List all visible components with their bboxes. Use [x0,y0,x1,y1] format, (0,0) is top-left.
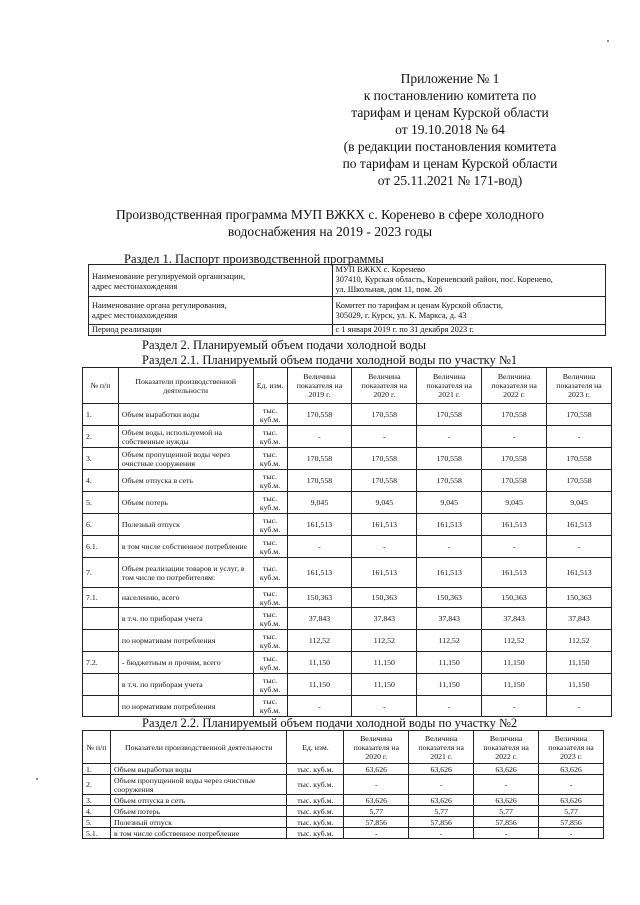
row-unit: тыс. куб.м. [253,608,287,630]
row-value: - [352,426,417,448]
row-value: 112,52 [417,630,482,652]
row-value: - [547,536,612,558]
row-value: 112,52 [482,630,547,652]
row-value: 170,558 [417,470,482,492]
section-2-1-heading: Раздел 2.1. Планируемый объем подачи холодной воды по участку №1 [142,353,518,367]
row-num: 5.1. [83,828,111,839]
row-value: 63,626 [539,795,604,806]
row-value: 11,150 [417,674,482,696]
row-num: 5. [83,817,111,828]
row-indicator: Объем отпуска в сеть [118,470,253,492]
row-value: 9,045 [352,492,417,514]
row-value: 11,150 [547,652,612,674]
volume-table-site-2 [82,730,604,839]
row-value: - [539,775,604,795]
row-value: 170,558 [547,404,612,426]
row-value: 63,626 [409,795,474,806]
header-line: по тарифам и ценам Курской области [342,156,558,171]
scan-speck [36,778,38,780]
col-header-year: Величина показателя на 2019 г. [287,368,352,404]
row-num [83,674,119,696]
row-value: 37,843 [417,608,482,630]
row-value: - [287,536,352,558]
row-value: 37,843 [352,608,417,630]
row-num: 5. [83,492,119,514]
table-row [83,426,612,448]
volume-table-site-1 [82,367,612,717]
row-value: 11,150 [352,674,417,696]
row-num: 4. [83,806,111,817]
row-unit: тыс. куб.м. [253,426,287,448]
row-value: 57,856 [344,817,409,828]
row-value: 170,558 [547,470,612,492]
row-value: - [547,696,612,717]
col-header-name: Показатели производственной деятельности [118,368,253,404]
row-value: 37,843 [547,608,612,630]
row-indicator: - бюджетным и прочим, всего [118,652,253,674]
row-indicator: в т.ч. по приборам учета [118,674,253,696]
header-line: тарифам и ценам Курской области [351,105,549,120]
passport-table [88,264,606,336]
row-value: 112,52 [547,630,612,652]
table-row [83,795,604,806]
table-row [83,536,612,558]
row-value: 170,558 [352,448,417,470]
row-value: 11,150 [482,674,547,696]
row-value: 5,77 [539,806,604,817]
row-unit: тыс. куб.м. [253,404,287,426]
row-num: 2. [83,775,111,795]
table-row [83,764,604,775]
row-value: 161,513 [417,558,482,588]
row-value: 112,52 [352,630,417,652]
col-header-year: Величина показателя на 2022 г. [482,368,547,404]
row-value: 11,150 [352,652,417,674]
row-num: 7.1. [83,588,119,608]
row-value: - [547,426,612,448]
row-num: 6.1. [83,536,119,558]
row-unit: тыс. куб.м. [253,448,287,470]
table-row [83,817,604,828]
passport-label: Период реализации [89,325,333,336]
row-value: 170,558 [287,448,352,470]
col-header-year: Величина показателя на 2021 г. [417,368,482,404]
row-num [83,696,119,717]
row-value: - [474,775,539,795]
row-value: - [417,426,482,448]
row-value: 11,150 [287,652,352,674]
table-row [83,696,612,717]
row-value: 5,77 [409,806,474,817]
header-line: от 25.11.2021 № 171-вод) [377,173,523,188]
row-indicator: в том числе собственное потребление [110,828,287,839]
passport-label: Наименование органа регулирования, адрес местонахождения [89,297,333,325]
row-value: 150,363 [547,588,612,608]
row-value: 37,843 [482,608,547,630]
row-indicator: Объем пропущенной воды через очистные сооружения [110,775,287,795]
row-value: 161,513 [287,514,352,536]
header-line: к постановлению комитета по [363,88,537,103]
row-value: 161,513 [547,558,612,588]
passport-row [89,325,606,336]
row-unit: тыс. куб.м. [253,558,287,588]
section-1-heading: Раздел 1. Паспорт производственной программы [124,252,384,266]
col-header-year: Величина показателя на 2023 г. [539,731,604,764]
table-row [83,608,612,630]
row-value: 11,150 [547,674,612,696]
table-body [83,764,604,839]
header-line: Приложение № 1 [400,71,500,86]
row-value: 170,558 [352,470,417,492]
row-value: 5,77 [344,806,409,817]
passport-value: МУП ВЖКХ с. Коренево 307410, Курская область, Кореневский район, пос. Коренево, ул. Школьная, дом 11, пом. 26 [332,265,605,297]
row-num: 1. [83,404,119,426]
row-value: 161,513 [547,514,612,536]
row-indicator: Объем выработки воды [118,404,253,426]
table-body [83,404,612,717]
row-value: 150,363 [352,588,417,608]
row-indicator: Объем потерь [110,806,287,817]
row-unit: тыс. куб.м. [253,492,287,514]
row-num: 1. [83,764,111,775]
row-num: 3. [83,795,111,806]
table-row [83,404,612,426]
row-value: 161,513 [482,558,547,588]
row-value: - [409,828,474,839]
row-value: 63,626 [474,764,539,775]
row-value: - [352,696,417,717]
row-value: 63,626 [474,795,539,806]
row-value: 161,513 [287,558,352,588]
row-value: 161,513 [352,514,417,536]
table-row [83,674,612,696]
passport-row [89,265,606,297]
col-header-unit: Ед. изм. [287,731,344,764]
section-2-2-heading: Раздел 2.2. Планируемый объем подачи холодной воды по участку №2 [142,716,518,730]
row-indicator: Объем воды, используемой на собственные нужды [118,426,253,448]
row-value: - [417,696,482,717]
row-indicator: Полезный отпуск [110,817,287,828]
row-unit: тыс. куб.м. [253,674,287,696]
row-value: 150,363 [287,588,352,608]
row-value: 57,856 [474,817,539,828]
row-value: 57,856 [539,817,604,828]
row-value: 170,558 [417,448,482,470]
col-header-year: Величина показателя на 2023 г. [547,368,612,404]
table-row [83,652,612,674]
row-unit: тыс. куб.м. [253,630,287,652]
passport-value: с 1 января 2019 г. по 31 декабря 2023 г. [332,325,605,336]
row-value: 63,626 [539,764,604,775]
table-header-row [83,731,604,764]
table-header-row [83,368,612,404]
row-value: 63,626 [344,795,409,806]
row-value: 170,558 [547,448,612,470]
col-header-unit: Ед. изм. [253,368,287,404]
section-2-heading: Раздел 2. Планируемый объем подачи холодной воды [142,338,427,352]
row-value: 11,150 [482,652,547,674]
row-unit: тыс. куб.м. [287,817,344,828]
table-row [83,448,612,470]
row-value: 9,045 [287,492,352,514]
row-value: 170,558 [482,448,547,470]
row-unit: тыс. куб.м. [253,696,287,717]
row-num: 7. [83,558,119,588]
row-unit: тыс. куб.м. [287,775,344,795]
row-unit: тыс. куб.м. [287,828,344,839]
row-value: - [482,536,547,558]
row-unit: тыс. куб.м. [287,764,344,775]
row-value: - [539,828,604,839]
row-value: - [344,828,409,839]
row-value: 161,513 [352,558,417,588]
row-unit: тыс. куб.м. [253,514,287,536]
row-value: 9,045 [547,492,612,514]
col-header-year: Величина показателя на 2022 г. [474,731,539,764]
appendix-header [300,70,600,189]
document-title [70,206,590,240]
row-indicator: Объем пропущенной воды через очистные сооружения [118,448,253,470]
row-value: 5,77 [474,806,539,817]
row-num [83,608,119,630]
row-indicator: по нормативам потребления [118,630,253,652]
row-value: 170,558 [482,404,547,426]
table-row [83,558,612,588]
row-unit: тыс. куб.м. [253,652,287,674]
row-value: 9,045 [417,492,482,514]
row-value: 170,558 [352,404,417,426]
row-value: - [474,828,539,839]
row-value: 150,363 [417,588,482,608]
row-unit: тыс. куб.м. [253,536,287,558]
row-indicator: Объем выработки воды [110,764,287,775]
row-num: 7.2. [83,652,119,674]
table-row [83,630,612,652]
row-unit: тыс. куб.м. [287,795,344,806]
scan-speck [607,40,609,42]
table-row [83,828,604,839]
table-row [83,470,612,492]
row-indicator: населению, всего [118,588,253,608]
row-indicator: в том числе собственное потребление [118,536,253,558]
passport-label: Наименование регулируемой организации, адрес местонахождения [89,265,333,297]
row-value: 11,150 [287,674,352,696]
header-line: (в редакции постановления комитета [343,139,557,154]
table-row [83,514,612,536]
row-indicator: по нормативам потребления [118,696,253,717]
row-value: 170,558 [287,404,352,426]
col-header-num: № п/п [83,731,111,764]
row-value: - [287,696,352,717]
row-value: 161,513 [482,514,547,536]
title-line-2: водоснабжения на 2019 - 2023 годы [227,224,433,239]
row-indicator: Полезный отпуск [118,514,253,536]
row-unit: тыс. куб.м. [253,470,287,492]
row-unit: тыс. куб.м. [287,806,344,817]
row-num: 3. [83,448,119,470]
row-value: 9,045 [482,492,547,514]
row-value: 11,150 [417,652,482,674]
row-value: 170,558 [482,470,547,492]
col-header-year: Величина показателя на 2020 г. [344,731,409,764]
table-row [83,588,612,608]
table-row [83,492,612,514]
row-value: - [409,775,474,795]
row-indicator: Объем реализации товаров и услуг, в том числе по потребителям: [118,558,253,588]
row-value: 150,363 [482,588,547,608]
passport-value: Комитет по тарифам и ценам Курской области, 305029, г. Курск, ул. К. Маркса, д. 43 [332,297,605,325]
table-row [83,806,604,817]
col-header-year: Величина показателя на 2020 г. [352,368,417,404]
row-value: 63,626 [344,764,409,775]
col-header-year: Величина показателя на 2021 г. [409,731,474,764]
row-num: 2. [83,426,119,448]
row-value: - [482,696,547,717]
header-line: от 19.10.2018 № 64 [395,122,505,137]
col-header-num: № п/п [83,368,119,404]
col-header-name: Показатели производственной деятельности [110,731,287,764]
table-row [83,775,604,795]
row-value: - [482,426,547,448]
row-value: - [417,536,482,558]
row-value: 161,513 [417,514,482,536]
row-num: 6. [83,514,119,536]
row-value: 170,558 [417,404,482,426]
row-unit: тыс. куб.м. [253,588,287,608]
row-value: - [344,775,409,795]
row-value: - [352,536,417,558]
passport-row [89,297,606,325]
row-indicator: в т.ч. по приборам учета [118,608,253,630]
row-value: 63,626 [409,764,474,775]
row-value: 57,856 [409,817,474,828]
row-value: 170,558 [287,470,352,492]
row-num: 4. [83,470,119,492]
row-indicator: Объем отпуска в сеть [110,795,287,806]
row-value: 112,52 [287,630,352,652]
row-num [83,630,119,652]
row-value: - [287,426,352,448]
row-value: 37,843 [287,608,352,630]
row-indicator: Объем потерь [118,492,253,514]
title-line-1: Производственная программа МУП ВЖКХ с. Коренево в сфере холодного [115,207,545,222]
